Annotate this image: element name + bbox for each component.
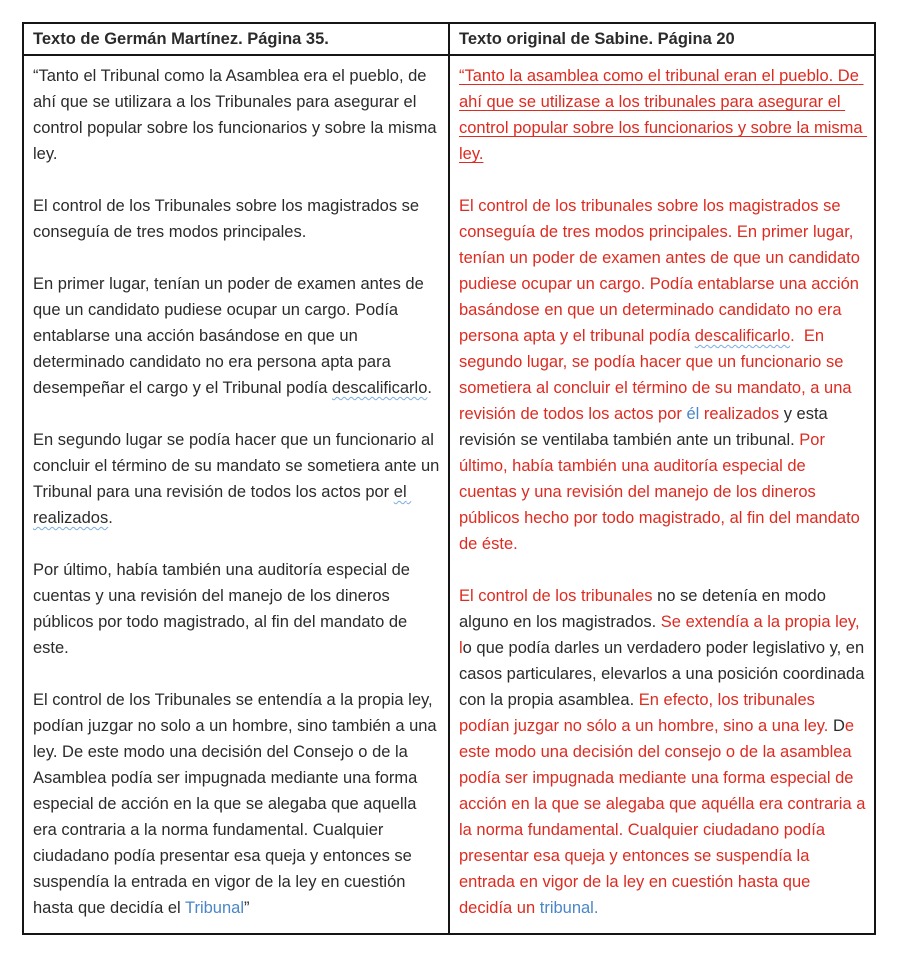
left-column-header: Texto de Germán Martínez. Página 35. [23,23,449,55]
paragraph [459,193,866,557]
paragraph [459,583,870,921]
text-segment: En segundo lugar se podía hacer que un funcionario al concluir el término de su mandato se sometiera ante un Tribunal para una revisión de todos los actos por [33,431,444,501]
body-row [23,55,875,934]
text-segment: “Tanto el Tribunal como la Asamblea era el pueblo, de ahí que se utilizara a los Tribunales para asegurar el control popular sobre los funcionarios y sobre la misma ley. [33,67,442,163]
paragraph [33,63,440,167]
text-segment: El control de los tribunales sobre los magistrados se conseguía de tres modos principales. En primer lugar, tenían un poder de examen antes de que un candidato pudiese ocupar un cargo. Podía entablarse una acción basándose en que un determinado candidato no era persona apta y el tribunal podía [459,197,865,345]
text-segment: él [686,405,700,423]
text-segment: descalificarlo [694,327,791,345]
text-segment: . [108,509,113,527]
text-segment: Por último, había también una auditoría especial de cuentas y una revisión del manejo de los dineros públicos hecho por todo magistrado, al fin del mandato de éste. [459,431,865,553]
right-column-text [449,55,875,934]
text-segment: Tribunal [184,899,244,917]
text-segment: ” [243,899,250,917]
header-row [23,23,875,55]
text-segment: El control de los Tribunales se entendía a la propia ley, podían juzgar no solo a un hombre, sino también a una ley. De este modo una decisión del Consejo o de la Asamblea podía ser impugnada mediante una forma especial de acción en la que se alegaba que aquella era contraria a la norma fundamental. Cualquier ciudadano podía presentar esa queja y entonces se suspendía la entrada en vigor de la ley en cuestión hasta que decidía el [33,691,442,917]
paragraph [33,557,440,661]
text-segment: el realizados [33,483,412,527]
right-column-header: Texto original de Sabine. Página 20 [449,23,875,55]
text-segment: y esta revisión se ventilaba también ante un tribunal. [459,405,833,449]
paragraph [33,427,444,531]
text-segment: tribunal. [539,899,599,917]
text-segment: realizados [699,405,780,423]
paragraph [459,63,866,167]
comparison-table [22,22,876,935]
paragraph [33,271,440,401]
text-segment: Se extendía a la propia ley, l [459,613,865,657]
paragraph [33,193,440,245]
text-segment: descalificarlo [332,379,428,397]
text-segment: “Tanto la asamblea como el tribunal eran el pueblo. De ahí que se utilizase a los tribunales para asegurar el control popular sobre los funcionarios y sobre la misma ley. [459,67,868,163]
left-column-text [23,55,449,934]
text-segment: En primer lugar, tenían un poder de examen antes de que un candidato pudiese ocupar un cargo. Podía entablarse una acción basándose en que un determinado candidato no era persona apta para desempeñar el cargo y el Tribunal podía [33,275,429,397]
text-segment: e este modo una decisión del consejo o de la asamblea podía ser impugnada mediante una forma especial de acción en la que se alegaba que aquélla era contraria a la norma fundamental. Cualquier ciudadano podía presentar esa queja y entonces se suspendía la entrada en vigor de la ley en cuestión hasta que decidía un [459,717,870,917]
text-segment: En efecto, los tribunales podían juzgar no sólo a un hombre, sino a una ley. [459,691,833,735]
text-segment: o que podía darles un verdadero poder legislativo y, en casos particulares, elevarlos a una posición coordinada con la propia asamblea. [459,639,869,709]
text-segment: El control de los Tribunales sobre los magistrados se conseguía de tres modos principales. [33,197,424,241]
paragraph [33,687,440,921]
text-segment: no se detenía en modo alguno en los magistrados. [459,587,831,631]
text-segment: . [427,379,432,397]
text-segment: El control de los tribunales [459,587,653,605]
text-segment: Por último, había también una auditoría especial de cuentas y una revisión del manejo de los dineros públicos por todo magistrado, al fin del mandato de este. [33,561,415,657]
text-segment: D [832,717,845,735]
text-segment: . En segundo lugar, se podía hacer que un funcionario se sometiera al concluir el término de su mandato, a una revisión de todos los actos por [459,327,857,423]
